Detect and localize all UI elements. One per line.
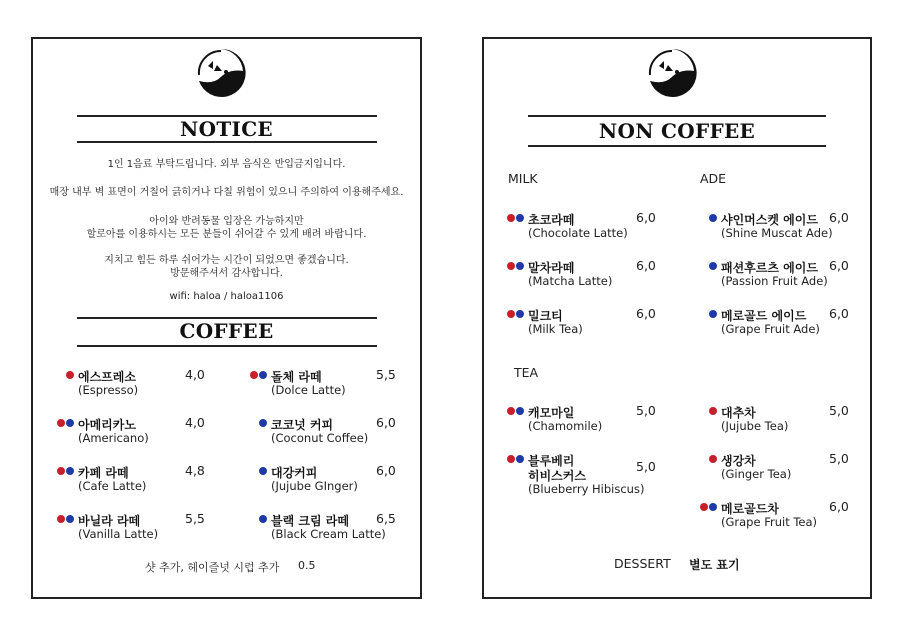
- diet-indicator-dots: [709, 214, 717, 222]
- menu-item-name-ko: 말차라떼: [528, 261, 575, 275]
- blue-dot-icon: [66, 467, 74, 475]
- non-coffee-title: NON COFFEE: [598, 119, 756, 143]
- menu-item-name-en: (Jujube GInger): [271, 479, 358, 493]
- dessert-label: DESSERT: [614, 556, 671, 571]
- blue-dot-icon: [259, 371, 267, 379]
- red-dot-icon: [507, 310, 515, 318]
- diet-indicator-dots: [709, 262, 717, 270]
- red-dot-icon: [507, 214, 515, 222]
- blue-dot-icon: [516, 455, 524, 463]
- extra-options-price: 0.5: [298, 559, 316, 572]
- circle-triangles-logo-icon: [195, 47, 247, 99]
- menu-item-name-en: (Coconut Coffee): [271, 431, 369, 445]
- menu-item-price: 5,0: [829, 451, 849, 466]
- menu-item-price: 6,0: [829, 258, 849, 273]
- menu-item-name-ko: 패션후르츠 에이드: [721, 261, 818, 275]
- red-dot-icon: [250, 371, 258, 379]
- diet-indicator-dots: [259, 419, 267, 427]
- menu-item-name-ko: 돌체 라떼: [271, 370, 322, 384]
- diet-indicator-dots: [507, 455, 524, 463]
- diet-indicator-dots: [709, 407, 717, 415]
- menu-item-price: 5,0: [829, 403, 849, 418]
- red-dot-icon: [57, 467, 65, 475]
- diet-indicator-dots: [259, 515, 267, 523]
- menu-item-name-ko: 캐모마일: [528, 406, 575, 420]
- menu-item-price: 6,0: [829, 499, 849, 514]
- diet-indicator-dots: [700, 503, 717, 511]
- red-dot-icon: [709, 455, 717, 463]
- section-label-milk: MILK: [508, 171, 538, 186]
- diet-indicator-dots: [259, 467, 267, 475]
- menu-item-name-en: (Dolce Latte): [271, 383, 346, 397]
- menu-item-name-ko: 대추차: [721, 406, 756, 420]
- menu-item-name-ko: 메로골드 에이드: [721, 309, 807, 323]
- circle-triangles-logo-icon: [646, 47, 698, 99]
- menu-item-price: 6,0: [376, 463, 396, 478]
- diet-indicator-dots: [709, 310, 717, 318]
- menu-item-name-ko: 블루베리: [528, 454, 575, 468]
- blue-dot-icon: [709, 262, 717, 270]
- divider: [528, 115, 826, 117]
- diet-indicator-dots: [507, 262, 524, 270]
- menu-item-name-en: (Blueberry Hibiscus): [528, 482, 645, 496]
- notice-text: 매장 내부 벽 표면이 거칠어 긁히거나 다칠 위험이 있으니 주의하여 이용해주세요.: [49, 187, 404, 198]
- menu-item-name-en: (Chocolate Latte): [528, 226, 628, 240]
- extra-options-label: 샷 추가, 헤이즐넛 시럽 추가: [145, 561, 280, 574]
- menu-item-price: 5,5: [376, 367, 396, 382]
- menu-item-name-en: (Matcha Latte): [528, 274, 613, 288]
- menu-item-name-en: (Vanilla Latte): [78, 527, 159, 541]
- menu-item-name-ko: 밀크티: [528, 309, 563, 323]
- menu-item-price: 6,0: [829, 210, 849, 225]
- divider: [77, 141, 377, 143]
- blue-dot-icon: [259, 419, 267, 427]
- menu-item-name-en: (Milk Tea): [528, 322, 583, 336]
- menu-item-name-en: (Americano): [78, 431, 149, 445]
- notice-title: NOTICE: [180, 117, 273, 141]
- red-dot-icon: [57, 515, 65, 523]
- menu-item-name-ko: 코코넛 커피: [271, 418, 334, 432]
- menu-item-name-ko: 생강차: [721, 454, 756, 468]
- menu-item-price: 6,0: [376, 415, 396, 430]
- menu-item-name-en: (Espresso): [78, 383, 139, 397]
- menu-item-price: 5,5: [185, 511, 205, 526]
- menu-item-name-en: (Black Cream Latte): [271, 527, 386, 541]
- red-dot-icon: [57, 419, 65, 427]
- menu-item-name-en: (Ginger Tea): [721, 467, 792, 481]
- diet-indicator-dots: [57, 467, 74, 475]
- diet-indicator-dots: [507, 214, 524, 222]
- red-dot-icon: [507, 262, 515, 270]
- notice-text: 1인 1음료 부탁드립니다. 외부 음식은 반입금지입니다.: [107, 159, 346, 170]
- coffee-title: COFFEE: [179, 319, 274, 343]
- blue-dot-icon: [66, 515, 74, 523]
- menu-item-price: 4,8: [185, 463, 205, 478]
- diet-indicator-dots: [507, 310, 524, 318]
- blue-dot-icon: [259, 515, 267, 523]
- diet-indicator-dots: [57, 515, 74, 523]
- menu-item-name-ko: 샤인머스켓 에이드: [721, 213, 818, 227]
- menu-item-price: 4,0: [185, 367, 205, 382]
- menu-item-name-ko: 아메리카노: [78, 418, 136, 432]
- blue-dot-icon: [516, 310, 524, 318]
- menu-item-name-en: (Shine Muscat Ade): [721, 226, 833, 240]
- red-dot-icon: [700, 503, 708, 511]
- notice-text: 할로아를 이용하시는 모든 분들이 쉬어갈 수 있게 배려 바랍니다.: [86, 229, 367, 240]
- dessert-value: 별도 표기: [689, 558, 740, 572]
- menu-item-name-ko: 블랙 크림 라떼: [271, 514, 349, 528]
- notice-text: 지치고 힘든 하루 쉬어가는 시간이 되었으면 좋겠습니다.: [104, 255, 349, 266]
- menu-item-name-en: (Grape Fruit Ade): [721, 322, 820, 336]
- section-label-tea: TEA: [514, 365, 539, 380]
- divider: [77, 345, 377, 347]
- non-coffee-menu-panel: [482, 37, 872, 599]
- menu-item-price: 6,5: [376, 511, 396, 526]
- blue-dot-icon: [709, 503, 717, 511]
- menu-item-name-ko: 메로골드차: [721, 502, 779, 516]
- diet-indicator-dots: [57, 419, 74, 427]
- blue-dot-icon: [709, 214, 717, 222]
- diet-indicator-dots: [709, 455, 717, 463]
- menu-item-name-en: (Grape Fruit Tea): [721, 515, 818, 529]
- blue-dot-icon: [516, 262, 524, 270]
- notice-coffee-menu-panel: [31, 37, 422, 599]
- blue-dot-icon: [516, 407, 524, 415]
- menu-item-name-ko: 대강커피: [271, 466, 318, 480]
- diet-indicator-dots: [66, 371, 74, 379]
- wifi-info: wifi: haloa / haloa1106: [169, 291, 284, 302]
- menu-item-name-ko: 초코라떼: [528, 213, 575, 227]
- menu-item-price: 6,0: [636, 258, 656, 273]
- menu-item-name-ko: 히비스커스: [528, 469, 586, 483]
- menu-item-price: 6,0: [636, 306, 656, 321]
- menu-item-name-ko: 에스프레소: [78, 370, 136, 384]
- notice-text: 방문해주셔서 감사합니다.: [170, 268, 283, 279]
- menu-item-name-ko: 바닐라 라떼: [78, 514, 141, 528]
- section-label-ade: ADE: [700, 171, 727, 186]
- menu-item-price: 6,0: [636, 210, 656, 225]
- blue-dot-icon: [66, 419, 74, 427]
- menu-item-price: 5,0: [636, 403, 656, 418]
- menu-item-price: 6,0: [829, 306, 849, 321]
- notice-text: 아이와 반려동물 입장은 가능하지만: [149, 216, 304, 227]
- menu-item-price: 4,0: [185, 415, 205, 430]
- blue-dot-icon: [259, 467, 267, 475]
- divider: [528, 145, 826, 147]
- menu-item-name-en: (Cafe Latte): [78, 479, 147, 493]
- red-dot-icon: [507, 407, 515, 415]
- red-dot-icon: [507, 455, 515, 463]
- menu-item-name-ko: 카페 라떼: [78, 466, 129, 480]
- blue-dot-icon: [516, 214, 524, 222]
- menu-item-name-en: (Chamomile): [528, 419, 603, 433]
- blue-dot-icon: [709, 310, 717, 318]
- red-dot-icon: [709, 407, 717, 415]
- menu-item-name-en: (Jujube Tea): [721, 419, 789, 433]
- menu-item-name-en: (Passion Fruit Ade): [721, 274, 828, 288]
- menu-item-price: 5,0: [636, 459, 656, 474]
- diet-indicator-dots: [507, 407, 524, 415]
- red-dot-icon: [66, 371, 74, 379]
- diet-indicator-dots: [250, 371, 267, 379]
